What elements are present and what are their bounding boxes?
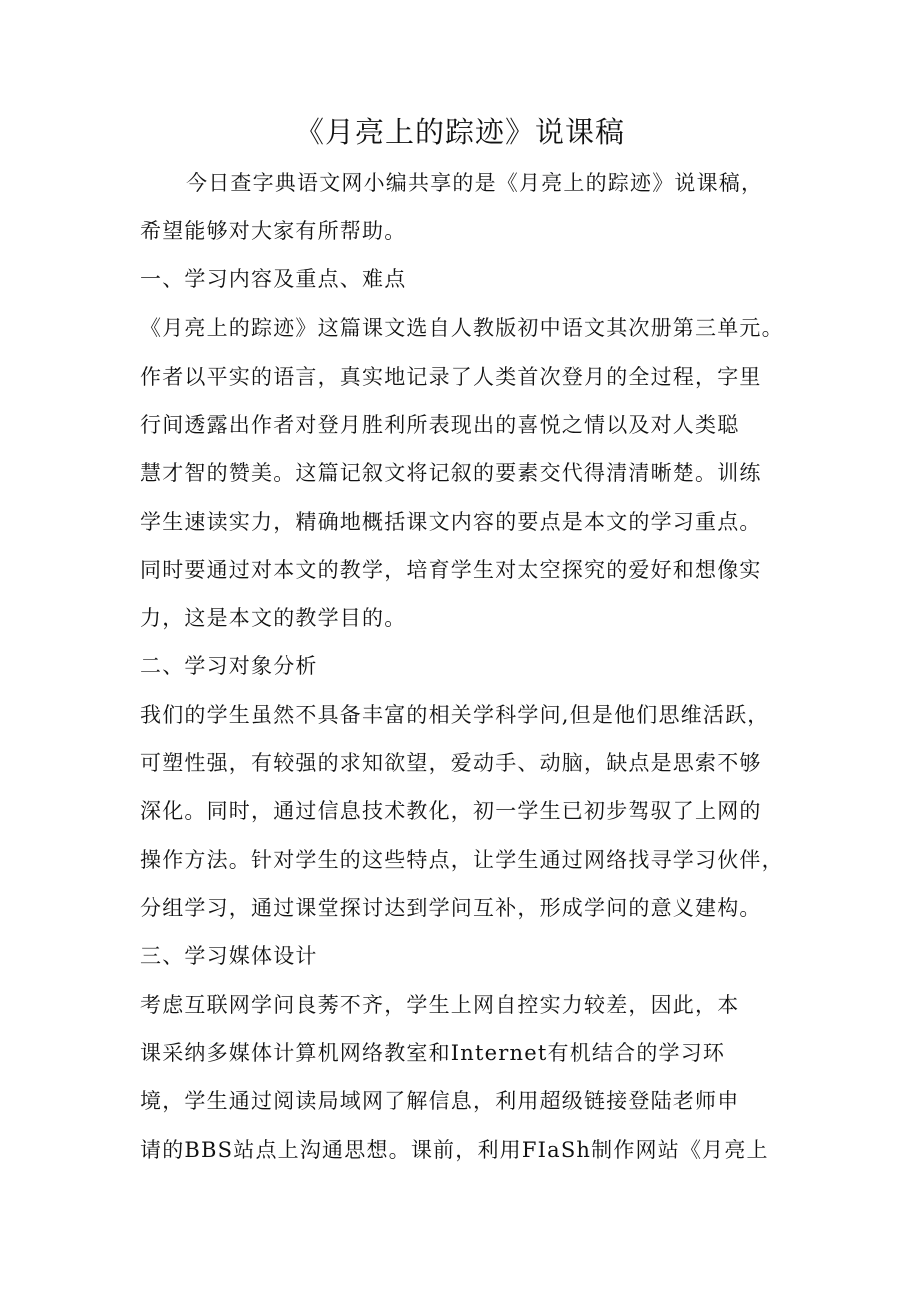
paragraph-line: 请的BBS站点上沟通思想。课前，利用FIaSh制作网站《月亮上	[140, 1138, 769, 1162]
paragraph-line: 行间透露出作者对登月胜利所表现出的喜悦之情以及对人类聪	[140, 413, 740, 437]
paragraph-line: 希望能够对大家有所帮助。	[140, 219, 407, 243]
paragraph-line: 慧才智的赞美。这篇记叙文将记叙的要素交代得清清晰楚。训练	[140, 461, 762, 485]
paragraph-line: 我们的学生虽然不具备丰富的相关学科学问,但是他们思维活跃，	[140, 703, 770, 727]
section-heading: 三、学习媒体设计	[140, 944, 318, 968]
paragraph-line: 《月亮上的踪迹》这篇课文选自人教版初中语文其次册第三单元。	[140, 316, 784, 340]
paragraph-line: 课采纳多媒体计算机网络教室和Internet有机结合的学习环	[140, 1041, 726, 1065]
paragraph-line: 分组学习，通过课堂探讨达到学问互补，形成学问的意义建构。	[140, 896, 762, 920]
paragraph-line: 力，这是本文的教学目的。	[140, 606, 407, 630]
paragraph-line: 操作方法。针对学生的这些特点，让学生通过网络找寻学习伙伴，	[140, 848, 784, 872]
paragraph-line: 考虑互联网学问良莠不齐，学生上网自控实力较差，因此，本	[140, 993, 740, 1017]
section-heading: 二、学习对象分析	[140, 654, 318, 678]
section-heading: 一、学习内容及重点、难点	[140, 267, 407, 291]
page-title: 《月亮上的踪迹》说课稿	[294, 115, 625, 149]
paragraph-line: 学生速读实力，精确地概括课文内容的要点是本文的学习重点。	[140, 510, 762, 534]
paragraph-line: 同时要通过对本文的教学，培育学生对太空探究的爱好和想像实	[140, 558, 762, 582]
paragraph-line: 今日查字典语文网小编共享的是《月亮上的踪迹》说课稿，	[186, 171, 764, 195]
paragraph-line: 可塑性强，有较强的求知欲望，爱动手、动脑，缺点是思索不够	[140, 751, 762, 775]
paragraph-line: 作者以平实的语言，真实地记录了人类首次登月的全过程，字里	[140, 365, 762, 389]
paragraph-line: 境，学生通过阅读局域网了解信息，利用超级链接登陆老师申	[140, 1089, 740, 1113]
paragraph-line: 深化。同时，通过信息技术教化，初一学生已初步驾驭了上网的	[140, 799, 762, 823]
